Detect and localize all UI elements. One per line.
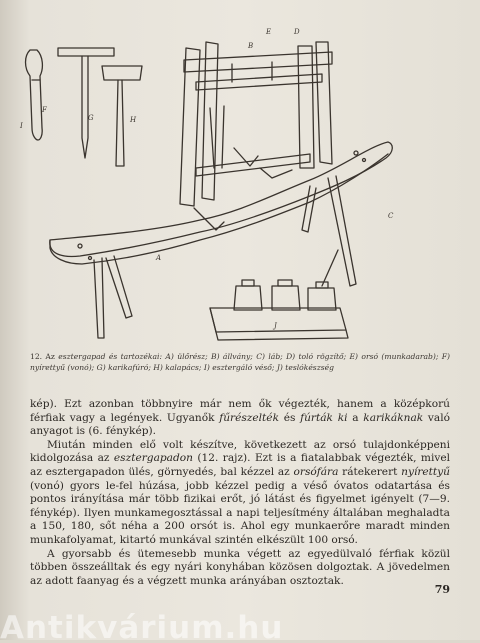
- label-j: J: [274, 322, 277, 330]
- label-d: D: [294, 28, 300, 36]
- lathe-illustration: [10, 18, 470, 343]
- label-h: H: [130, 116, 137, 124]
- paragraph-3: A gyorsabb és ütemesebb munka végett az egyedülvaló férfiak közül többen összeálltak és egy nyári konyhában közösen dolgoztak. A jövedelmen az adott faanyag és a végzett munka arányában osztoztak.: [30, 547, 450, 587]
- label-b: B: [248, 42, 254, 50]
- watermark: Antikvárium.hu: [0, 613, 284, 643]
- chisel-tool-drawing: [26, 50, 43, 140]
- body-text: [30, 398, 450, 588]
- label-a: A: [156, 254, 162, 262]
- label-f: F: [42, 106, 47, 114]
- label-g: G: [88, 114, 94, 122]
- label-e: E: [266, 28, 272, 36]
- paragraph-1: kép). Ezt azonban többnyire már nem ők végezték, hanem a középkorú férfiak vagy a legények. Ugyanők fűrészelték és fúrták ki a karikáknak való anyagot is (6. fénykép).: [30, 398, 450, 438]
- page-number: 79: [434, 583, 450, 596]
- label-i: I: [20, 122, 23, 130]
- paragraph-2: Miután minden elő volt készítve, következett az orsó tulajdonképpeni kidolgozása az esztergapadon (12. rajz). Ezt is a fiatalabbak végezték, mivel az esztergapadon ülés, görnyedés, bal kézzel az orsófára rátekerert nyírettyű (vonó) gyors le-fel húzása, jobb kézzel pedig a véső óvatos odatartása és pontos irányítása már több fizikai erőt, jó látást és figyelmet igényelt (7—9. fénykép). Ilyen munkamegosztással a napi teljesítmény általában meghaladta a 150, 180, sőt néha a 200 orsót is. Ahol egy munkaerőre maradt minden munkafolyamat, kitartó munkával szintén elkészült 100 orsó.: [30, 438, 450, 546]
- label-c: C: [388, 212, 394, 220]
- figure-caption: 12. Az esztergapad és tartozékai: A) ülőrész; B) állvány; C) láb; D) toló rögzítő; E) orsó (munkadarab); F) nyírettyű (vonó); G) karikafúró; H) kalapács; I) esztergáló véső; J) teslókészség: [30, 352, 450, 372]
- drill-tool-drawing: [58, 48, 114, 158]
- spool-tray-drawing: [210, 250, 348, 340]
